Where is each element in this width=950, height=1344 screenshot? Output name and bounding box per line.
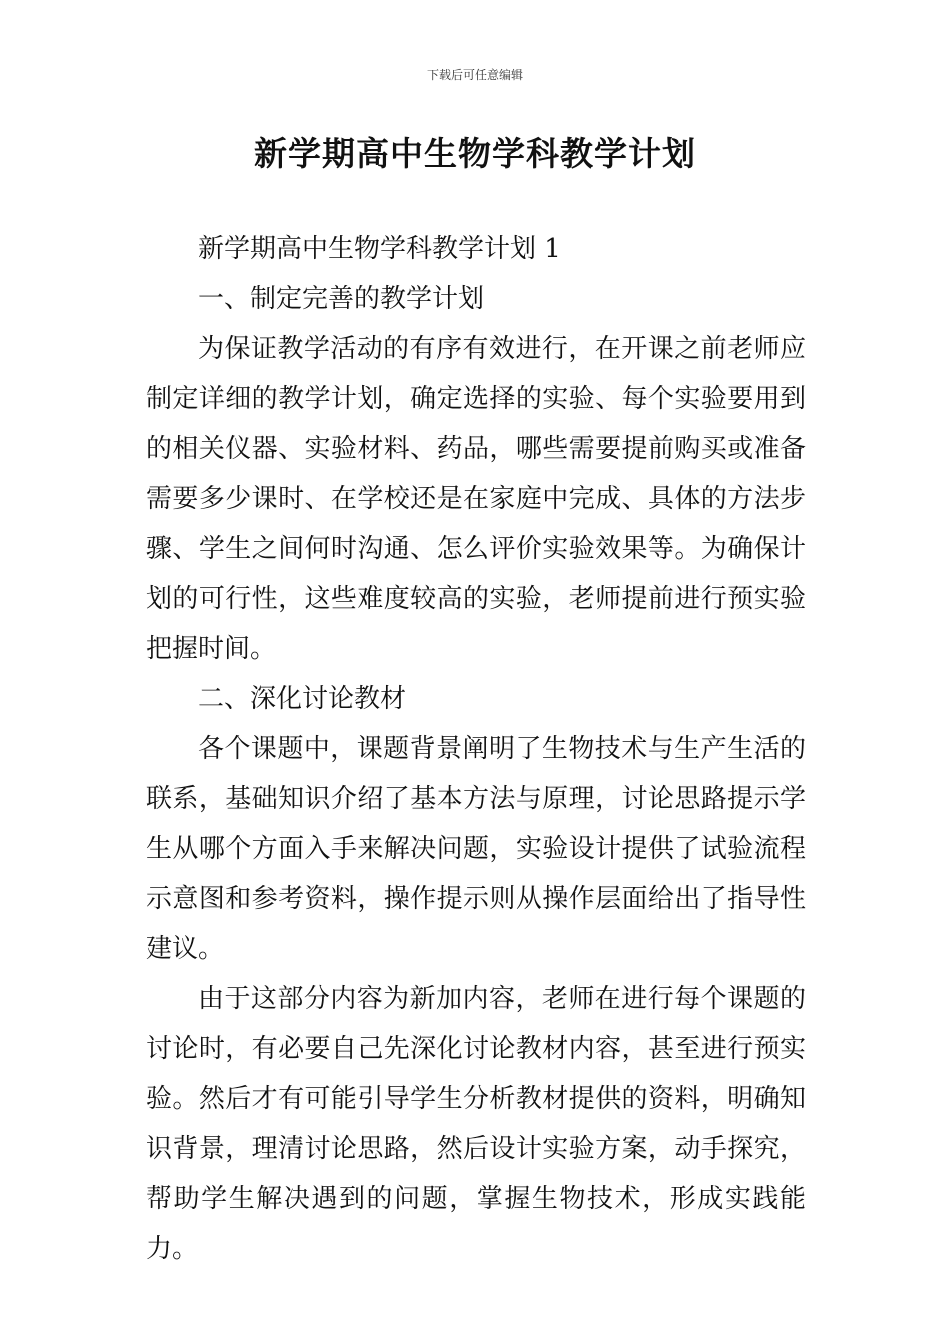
section-heading-formulate-plan: 一、制定完善的教学计划: [198, 284, 485, 314]
section-heading-study-textbook: 二、深化讨论教材: [198, 684, 407, 714]
document-title: 新学期高中生物学科教学计划: [254, 134, 696, 173]
document-body: [146, 224, 806, 1274]
paragraph-plan-details: 为保证教学活动的有序有效进行，在开课之前老师应制定详细的教学计划，确定选择的实验、每个实验要用到的相关仪器、实验材料、药品，哪些需要提前购买或准备需要多少课时、在学校还是在家庭中完成、具体的方法步骤、学生之间何时沟通、怎么评价实验效果等。为确保计划的可行性，这些难度较高的实验，老师提前进行预实验把握时间。: [146, 334, 806, 664]
header-note: 下载后可任意编辑: [426, 68, 523, 82]
paragraph-teacher-preparation: 由于这部分内容为新加内容，老师在进行每个课题的讨论时，有必要自己先深化讨论教材内容，甚至进行预实验。然后才有可能引导学生分析教材提供的资料，明确知识背景，理清讨论思路，然后设计实验方案，动手探究，帮助学生解决遇到的问题，掌握生物技术，形成实践能力。: [146, 984, 806, 1264]
section-heading-plan-1: 新学期高中生物学科教学计划 1: [198, 234, 561, 264]
paragraph-topic-structure: 各个课题中，课题背景阐明了生物技术与生产生活的联系，基础知识介绍了基本方法与原理，讨论思路提示学生从哪个方面入手来解决问题，实验设计提供了试验流程示意图和参考资料，操作提示则从操作层面给出了指导性建议。: [146, 734, 806, 964]
